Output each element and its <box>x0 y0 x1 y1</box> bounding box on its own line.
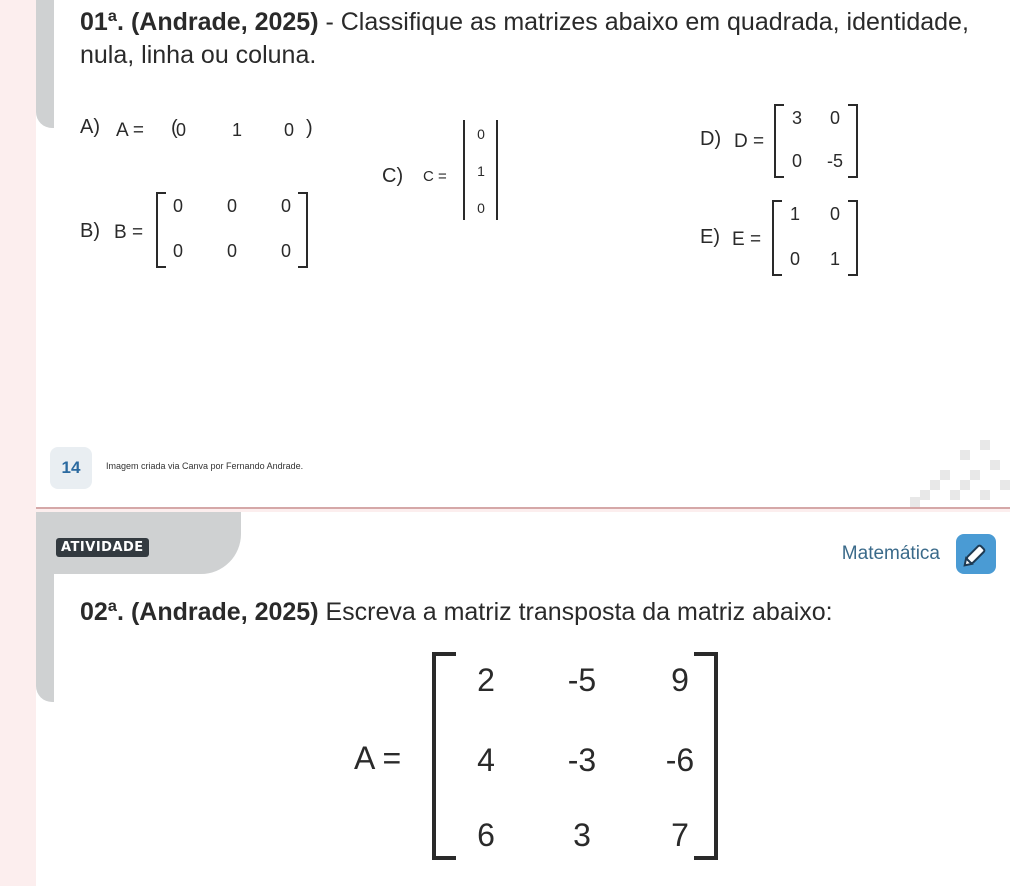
item-a-label: A) <box>80 116 100 138</box>
matrix-a-cell: 0 <box>283 120 294 140</box>
matrix-2-name: A = <box>354 740 402 776</box>
page-number: 14 <box>50 447 92 489</box>
matrix-2-cell: -3 <box>567 742 597 778</box>
matrix-b-cell: 0 <box>280 241 291 261</box>
item-e-label: E) <box>700 226 720 248</box>
matrix-b-cell: 0 <box>172 196 183 216</box>
question-2-number: 02ª. <box>80 598 125 626</box>
question-2-source: (Andrade, 2025) <box>130 598 319 626</box>
matrix-c-right-bar <box>496 120 498 220</box>
matrix-2-cell: 9 <box>671 662 689 698</box>
question-1-text <box>80 6 1000 72</box>
matrix-d-name: D = <box>734 131 765 152</box>
matrix-e-cell: 0 <box>789 249 800 269</box>
pixel-pattern-decoration <box>900 440 1010 507</box>
question-1-number: 01ª. <box>80 8 125 36</box>
matrix-b-cell: 0 <box>172 241 183 261</box>
matrix-d-cell: 3 <box>791 108 802 128</box>
question-1-statement: - Classifique as matrizes abaixo em quadrada, identidade, nula, linha ou coluna. <box>80 8 969 69</box>
matrix-2-cell: 7 <box>671 817 689 853</box>
matrix-2-cell: 3 <box>573 817 591 853</box>
matrix-b-cell: 0 <box>226 241 237 261</box>
pencil-icon <box>956 534 996 574</box>
matrix-c-name: C = <box>423 168 447 185</box>
matrix-2-cell: -6 <box>665 742 695 778</box>
matrix-d-cell: 0 <box>829 108 840 128</box>
item-c-label: C) <box>382 165 404 187</box>
item-b-label: B) <box>80 220 100 242</box>
matrix-b-cell: 0 <box>226 196 237 216</box>
question-1-source: (Andrade, 2025) <box>130 8 319 36</box>
matrix-2-cell: 6 <box>477 817 495 853</box>
page-divider <box>36 507 1010 509</box>
page-tab <box>36 0 54 128</box>
matrix-b-cell: 0 <box>280 196 291 216</box>
matrix-d-cell: 0 <box>791 151 802 171</box>
item-d-label: D) <box>700 128 722 150</box>
question-2-text <box>80 598 833 627</box>
question-2-statement: Escreva a matriz transposta da matriz abaixo: <box>318 598 833 626</box>
matrix-e-cell: 1 <box>829 249 840 269</box>
matrix-2-cell: 2 <box>477 662 495 698</box>
matrix-a-close-paren: ) <box>306 117 313 139</box>
matrix-2-left-bracket <box>432 652 456 860</box>
matrix-a-open-paren: ( <box>171 117 178 139</box>
matrix-2-cell: 4 <box>477 742 495 778</box>
matrix-c-cell: 0 <box>477 126 485 142</box>
image-credit: Imagem criada via Canva por Fernando Andrade. <box>106 461 304 471</box>
page-14 <box>36 0 1010 507</box>
page-15 <box>36 512 1010 886</box>
matrix-2-cell: -5 <box>567 662 597 698</box>
matrix-c-cell: 0 <box>477 200 485 216</box>
subject-label: Matemática <box>841 543 940 564</box>
matrix-c-left-bar <box>463 120 465 220</box>
matrix-e-name: E = <box>732 229 762 250</box>
matrix-a-cell: 1 <box>231 120 242 140</box>
matrix-a-name: A = <box>116 120 144 141</box>
matrix-c-cell: 1 <box>477 163 485 179</box>
matrix-e-cell: 1 <box>789 204 800 224</box>
matrix-a-cell: 0 <box>175 120 186 140</box>
activity-badge: ATIVIDADE <box>56 538 149 557</box>
matrix-e-cell: 0 <box>829 204 840 224</box>
matrix-d-cell: -5 <box>826 151 843 171</box>
matrix-b-name: B = <box>114 222 144 243</box>
